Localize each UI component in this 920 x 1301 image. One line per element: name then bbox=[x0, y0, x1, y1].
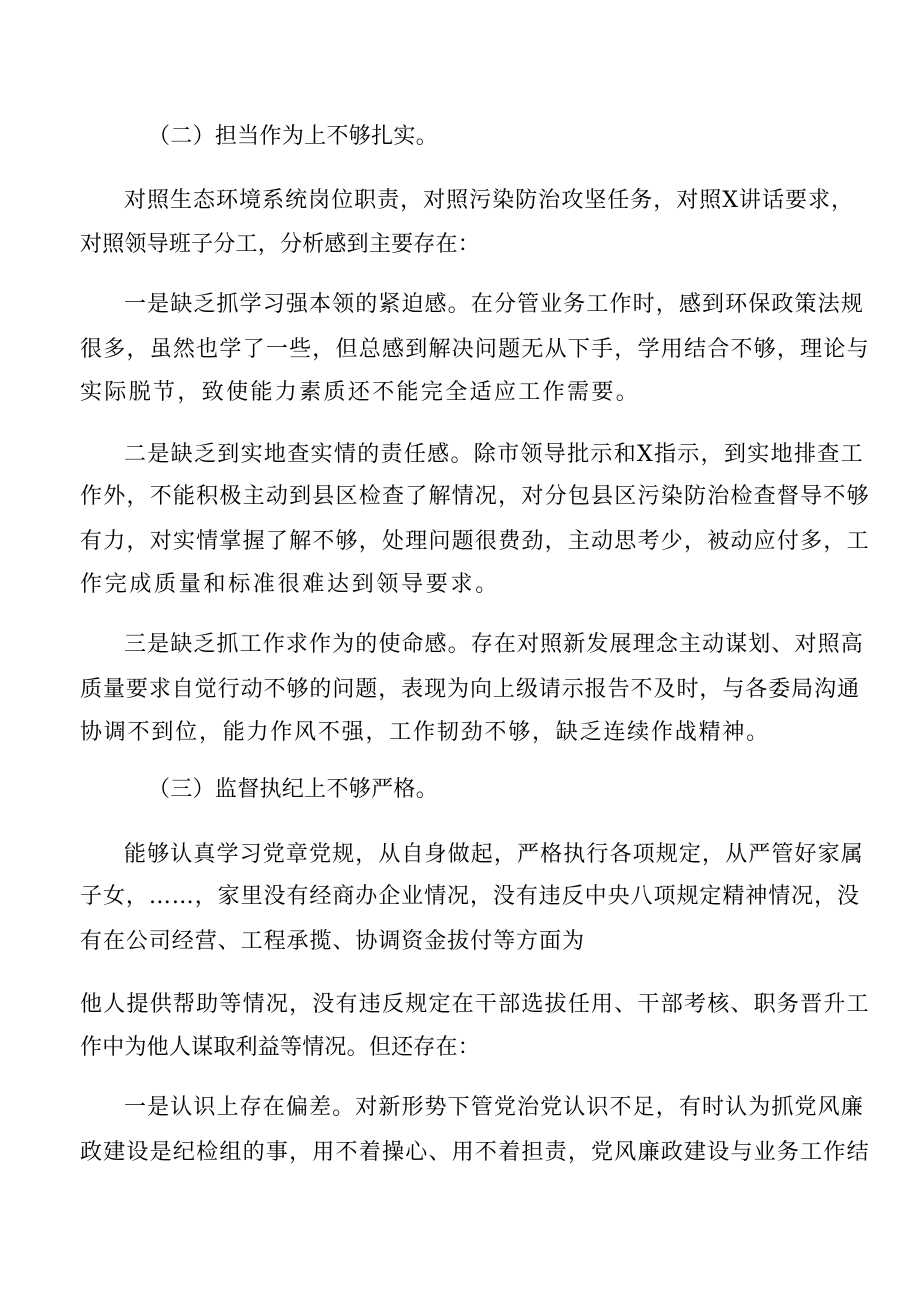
paragraph-line: 三是缺乏抓工作求作为的使命感。存在对照新发展理念主动谋划、对照高 bbox=[124, 632, 864, 657]
paragraph-line: 政建设是纪检组的事，用不着操心、用不着担责，党风廉政建设与业务工作结 bbox=[80, 1140, 870, 1165]
paragraph-line: 对照领导班子分工，分析感到主要存在： bbox=[80, 232, 480, 257]
paragraph-line: 子女，……，家里没有经商办企业情况，没有违反中央八项规定精神情况，没 bbox=[80, 884, 860, 909]
paragraph-line: 很多，虽然也学了一些，但总感到解决问题无从下手，学用结合不够，理论与 bbox=[80, 337, 870, 362]
paragraph-line: 作完成质量和标准很难达到领导要求。 bbox=[80, 572, 500, 597]
paragraph-line: 作中为他人谋取利益等情况。但还存在： bbox=[80, 1035, 480, 1060]
paragraph-line: 协调不到位，能力作风不强，工作韧劲不够，缺乏连续作战精神。 bbox=[80, 720, 770, 745]
paragraph-line: 作外，不能积极主动到县区检查了解情况，对分包县区污染防治检查督导不够 bbox=[80, 484, 870, 509]
paragraph-line: 有力，对实情掌握了解不够，处理问题很费劲，主动思考少，被动应付多，工 bbox=[80, 529, 870, 554]
paragraph-line: 对照生态环境系统岗位职责，对照污染防治攻坚任务，对照X讲话要求， bbox=[124, 188, 854, 213]
paragraph-line: 实际脱节，致使能力素质还不能完全适应工作需要。 bbox=[80, 380, 640, 405]
heading-section-2: （二）担当作为上不够扎实。 bbox=[148, 124, 438, 149]
paragraph-line: 一是缺乏抓学习强本领的紧迫感。在分管业务工作时，感到环保政策法规 bbox=[124, 292, 864, 317]
paragraph-line: 质量要求自觉行动不够的问题，表现为向上级请示报告不及时，与各委局沟通 bbox=[80, 677, 860, 702]
heading-section-3: （三）监督执纪上不够严格。 bbox=[148, 777, 438, 802]
paragraph-line: 一是认识上存在偏差。对新形势下管党治党认识不足，有时认为抓党风廉 bbox=[124, 1095, 864, 1120]
paragraph-line: 有在公司经营、工程承揽、协调资金拔付等方面为 bbox=[80, 929, 585, 954]
paragraph-line: 二是缺乏到实地查实情的责任感。除市领导批示和X指示，到实地排查工 bbox=[124, 442, 864, 467]
paragraph-line: 能够认真学习党章党规，从自身做起，严格执行各项规定，从严管好家属 bbox=[124, 842, 864, 867]
paragraph-line: 他人提供帮助等情况，没有违反规定在干部选拔任用、干部考核、职务晋升工 bbox=[80, 992, 870, 1017]
